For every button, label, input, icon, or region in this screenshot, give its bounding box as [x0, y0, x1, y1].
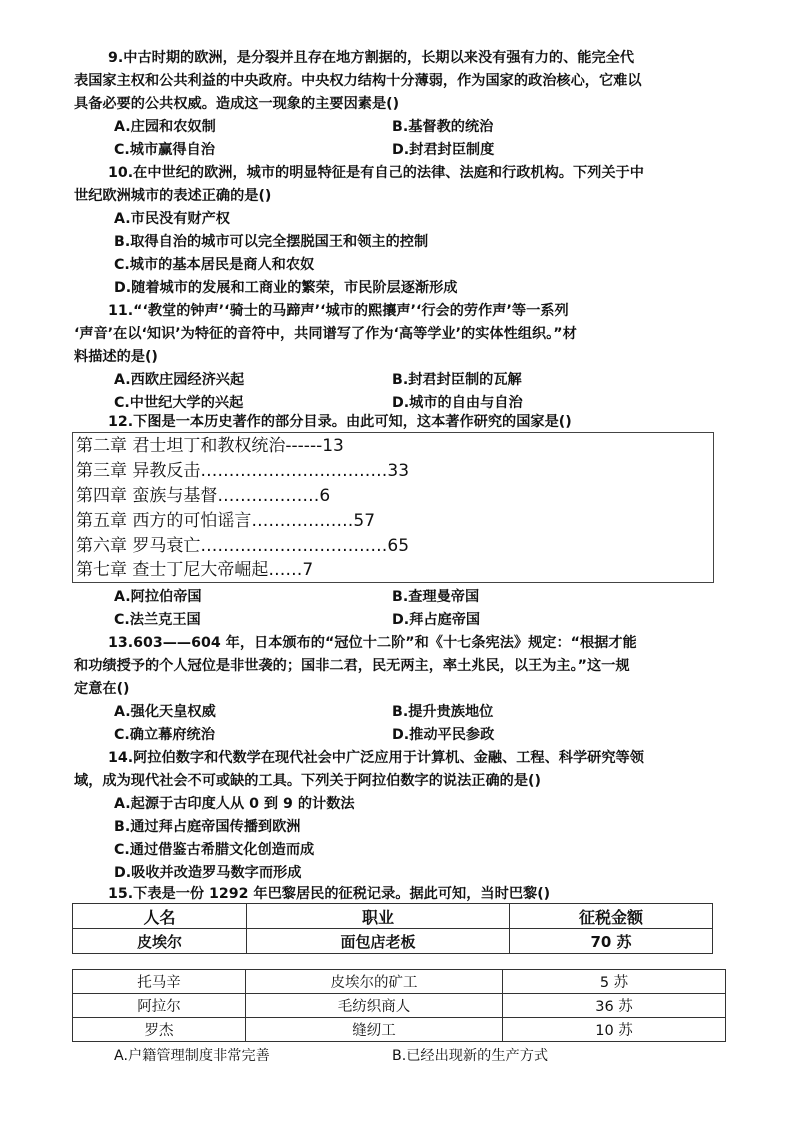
- toc-entry: 第六章 罗马衰亡……………………………65: [76, 536, 410, 556]
- q13-option-c[interactable]: C.确立幕府统治: [114, 727, 215, 743]
- q11-option-b[interactable]: B.封君封臣制的瓦解: [392, 372, 522, 388]
- q15-option-b[interactable]: B.已经出现新的生产方式: [392, 1048, 549, 1064]
- q11-option-c[interactable]: C.中世纪大学的兴起: [114, 395, 244, 411]
- q15-option-a[interactable]: A.户籍管理制度非常完善: [114, 1048, 270, 1064]
- cell-occupation: 皮埃尔的矿工: [246, 970, 503, 994]
- cell-name: 皮埃尔: [73, 929, 247, 954]
- q10-option-d[interactable]: D.随着城市的发展和工商业的繁荣，市民阶层逐渐形成: [114, 280, 458, 296]
- q11-stem-line-2: ‘声音’在以‘知识’为特征的音符中，共同谱写了作为‘高等学业’的实体性组织。”材: [74, 326, 577, 342]
- q9-stem-line-1: 9.中古时期的欧洲，是分裂并且存在地方割据的，长期以来没有强有力的、能完全代: [108, 50, 635, 66]
- q9-option-a[interactable]: A.庄园和农奴制: [114, 119, 216, 135]
- q13-stem-line-3: 定意在(): [74, 681, 130, 697]
- q10-stem-line-2: 世纪欧洲城市的表述正确的是(): [74, 188, 272, 204]
- header-name: 人名: [73, 904, 247, 929]
- toc-entry: 第三章 异教反击……………………………33: [76, 461, 410, 481]
- q13-stem-line-2: 和功绩授予的个人冠位是非世袭的；国非二君，民无两主，率土兆民，以王为主。”这一规: [74, 658, 630, 674]
- cell-occupation: 毛纺织商人: [246, 994, 503, 1018]
- q12-option-d[interactable]: D.拜占庭帝国: [392, 612, 481, 628]
- q13-option-a[interactable]: A.强化天皇权威: [114, 704, 216, 720]
- q12-option-c[interactable]: C.法兰克王国: [114, 612, 201, 628]
- q11-stem-line-1: 11.“‘教堂的钟声’‘骑士的马蹄声’‘城市的熙攘声’‘行会的劳作声’等一系列: [108, 303, 569, 319]
- cell-name: 托马辛: [73, 970, 246, 994]
- q10-option-b[interactable]: B.取得自治的城市可以完全摆脱国王和领主的控制: [114, 234, 429, 250]
- q14-option-b[interactable]: B.通过拜占庭帝国传播到欧洲: [114, 819, 301, 835]
- tax-table-bottom: [72, 969, 726, 1042]
- q14-stem-line-1: 14.阿拉伯数字和代数学在现代社会中广泛应用于计算机、金融、工程、科学研究等领: [108, 750, 644, 766]
- q11-option-d[interactable]: D.城市的自由与自治: [392, 395, 523, 411]
- q10-option-c[interactable]: C.城市的基本居民是商人和农奴: [114, 257, 315, 273]
- q9-stem-line-3: 具备必要的公共权威。造成这一现象的主要因素是(): [74, 96, 400, 112]
- q10-stem-line-1: 10.在中世纪的欧洲，城市的明显特征是有自己的法律、法庭和行政机构。下列关于中: [108, 165, 644, 181]
- q14-stem-line-2: 域，成为现代社会不可或缺的工具。下列关于阿拉伯数字的说法正确的是(): [74, 773, 541, 789]
- cell-tax: 5 苏: [503, 970, 726, 994]
- q14-option-c[interactable]: C.通过借鉴古希腊文化创造而成: [114, 842, 315, 858]
- q12-option-b[interactable]: B.查理曼帝国: [392, 589, 480, 605]
- q13-option-b[interactable]: B.提升贵族地位: [392, 704, 494, 720]
- q12-option-a[interactable]: A.阿拉伯帝国: [114, 589, 202, 605]
- q11-stem-line-3: 料描述的是(): [74, 349, 158, 365]
- q14-option-d[interactable]: D.吸收并改造罗马数字而形成: [114, 865, 302, 881]
- table-row: [73, 970, 726, 994]
- q9-option-c[interactable]: C.城市赢得自治: [114, 142, 215, 158]
- toc-entry: 第七章 查士丁尼大帝崛起……7: [76, 560, 314, 580]
- q13-stem-line-1: 13.603——604 年，日本颁布的“冠位十二阶”和《十七条宪法》规定：“根据才能: [108, 635, 637, 651]
- cell-tax: 70 苏: [510, 929, 713, 954]
- q9-stem-line-2: 表国家主权和公共利益的中央政府。中央权力结构十分薄弱，作为国家的政治核心，它难以: [74, 73, 642, 89]
- toc-entry: 第二章 君士坦丁和教权统治------13: [76, 436, 344, 456]
- q10-option-a[interactable]: A.市民没有财产权: [114, 211, 230, 227]
- header-occupation: 职业: [247, 904, 510, 929]
- toc-entry: 第五章 西方的可怕谣言………………57: [76, 511, 376, 531]
- cell-tax: 36 苏: [503, 994, 726, 1018]
- cell-occupation: 面包店老板: [247, 929, 510, 954]
- tax-table-top: [72, 903, 713, 954]
- cell-name: 阿拉尔: [73, 994, 246, 1018]
- q12-stem-line-1: 12.下图是一本历史著作的部分目录。由此可知，这本著作研究的国家是(): [108, 414, 572, 430]
- table-row: [73, 1018, 726, 1042]
- q15-stem-line-1: 15.下表是一份 1292 年巴黎居民的征税记录。据此可知，当时巴黎(): [108, 886, 551, 902]
- q11-option-a[interactable]: A.西欧庄园经济兴起: [114, 372, 245, 388]
- cell-tax: 10 苏: [503, 1018, 726, 1042]
- header-tax-amount: 征税金额: [510, 904, 713, 929]
- q13-option-d[interactable]: D.推动平民参政: [392, 727, 495, 743]
- toc-entry: 第四章 蛮族与基督………………6: [76, 486, 331, 506]
- table-of-contents-box: [72, 432, 714, 583]
- q9-option-d[interactable]: D.封君封臣制度: [392, 142, 495, 158]
- cell-name: 罗杰: [73, 1018, 246, 1042]
- table-row: [73, 929, 713, 954]
- table-header-row: [73, 904, 713, 929]
- q14-option-a[interactable]: A.起源于古印度人从 0 到 9 的计数法: [114, 796, 355, 812]
- q9-option-b[interactable]: B.基督教的统治: [392, 119, 494, 135]
- table-row: [73, 994, 726, 1018]
- cell-occupation: 缝纫工: [246, 1018, 503, 1042]
